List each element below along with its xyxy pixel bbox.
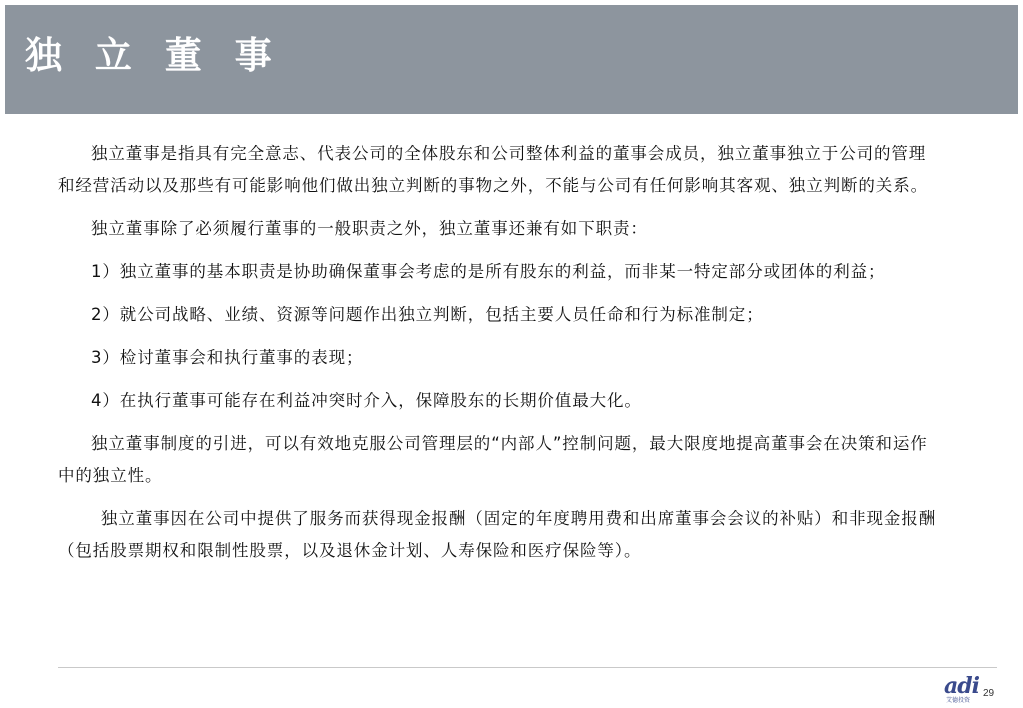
- logo-subtitle: 艾德投资: [946, 697, 971, 704]
- paragraph-duty-2: 2）就公司战略、业绩、资源等问题作出独立判断，包括主要人员任命和行为标准制定；: [91, 305, 764, 324]
- paragraph-duty-3: 3）检讨董事会和执行董事的表现；: [91, 348, 364, 367]
- paragraph-system-introduction: 独立董事制度的引进，可以有效地克服公司管理层的“内部人”控制问题，最大限度地提高董事会在决策和运作中的独立性。: [58, 434, 928, 485]
- body-text: [58, 138, 938, 578]
- page-number: 29: [983, 688, 995, 699]
- paragraph-duties-intro: 独立董事除了必须履行董事的一般职责之外，独立董事还兼有如下职责：: [91, 219, 648, 238]
- paragraph-compensation: 独立董事因在公司中提供了服务而获得现金报酬（固定的年度聘用费和出席董事会会议的补贴）和非现金报酬（包括股票期权和限制性股票，以及退休金计划、人寿保险和医疗保险等）。: [58, 509, 937, 560]
- footer-divider: [58, 667, 997, 668]
- title-bar: [5, 5, 1018, 114]
- paragraph-duty-1: 1）独立董事的基本职责是协助确保董事会考虑的是所有股东的利益，而非某一特定部分或团体的利益；: [91, 262, 886, 281]
- logo-mark: adi: [944, 673, 979, 699]
- company-logo: [944, 675, 982, 705]
- slide-title: 独 立 董 事: [25, 34, 282, 77]
- paragraph-definition: 独立董事是指具有完全意志、代表公司的全体股东和公司整体利益的董事会成员，独立董事独立于公司的管理和经营活动以及那些有可能影响他们做出独立判断的事物之外，不能与公司有任何影响其客观、独立判断的关系。: [58, 144, 928, 195]
- paragraph-duty-4: 4）在执行董事可能存在利益冲突时介入，保障股东的长期价值最大化。: [91, 391, 642, 410]
